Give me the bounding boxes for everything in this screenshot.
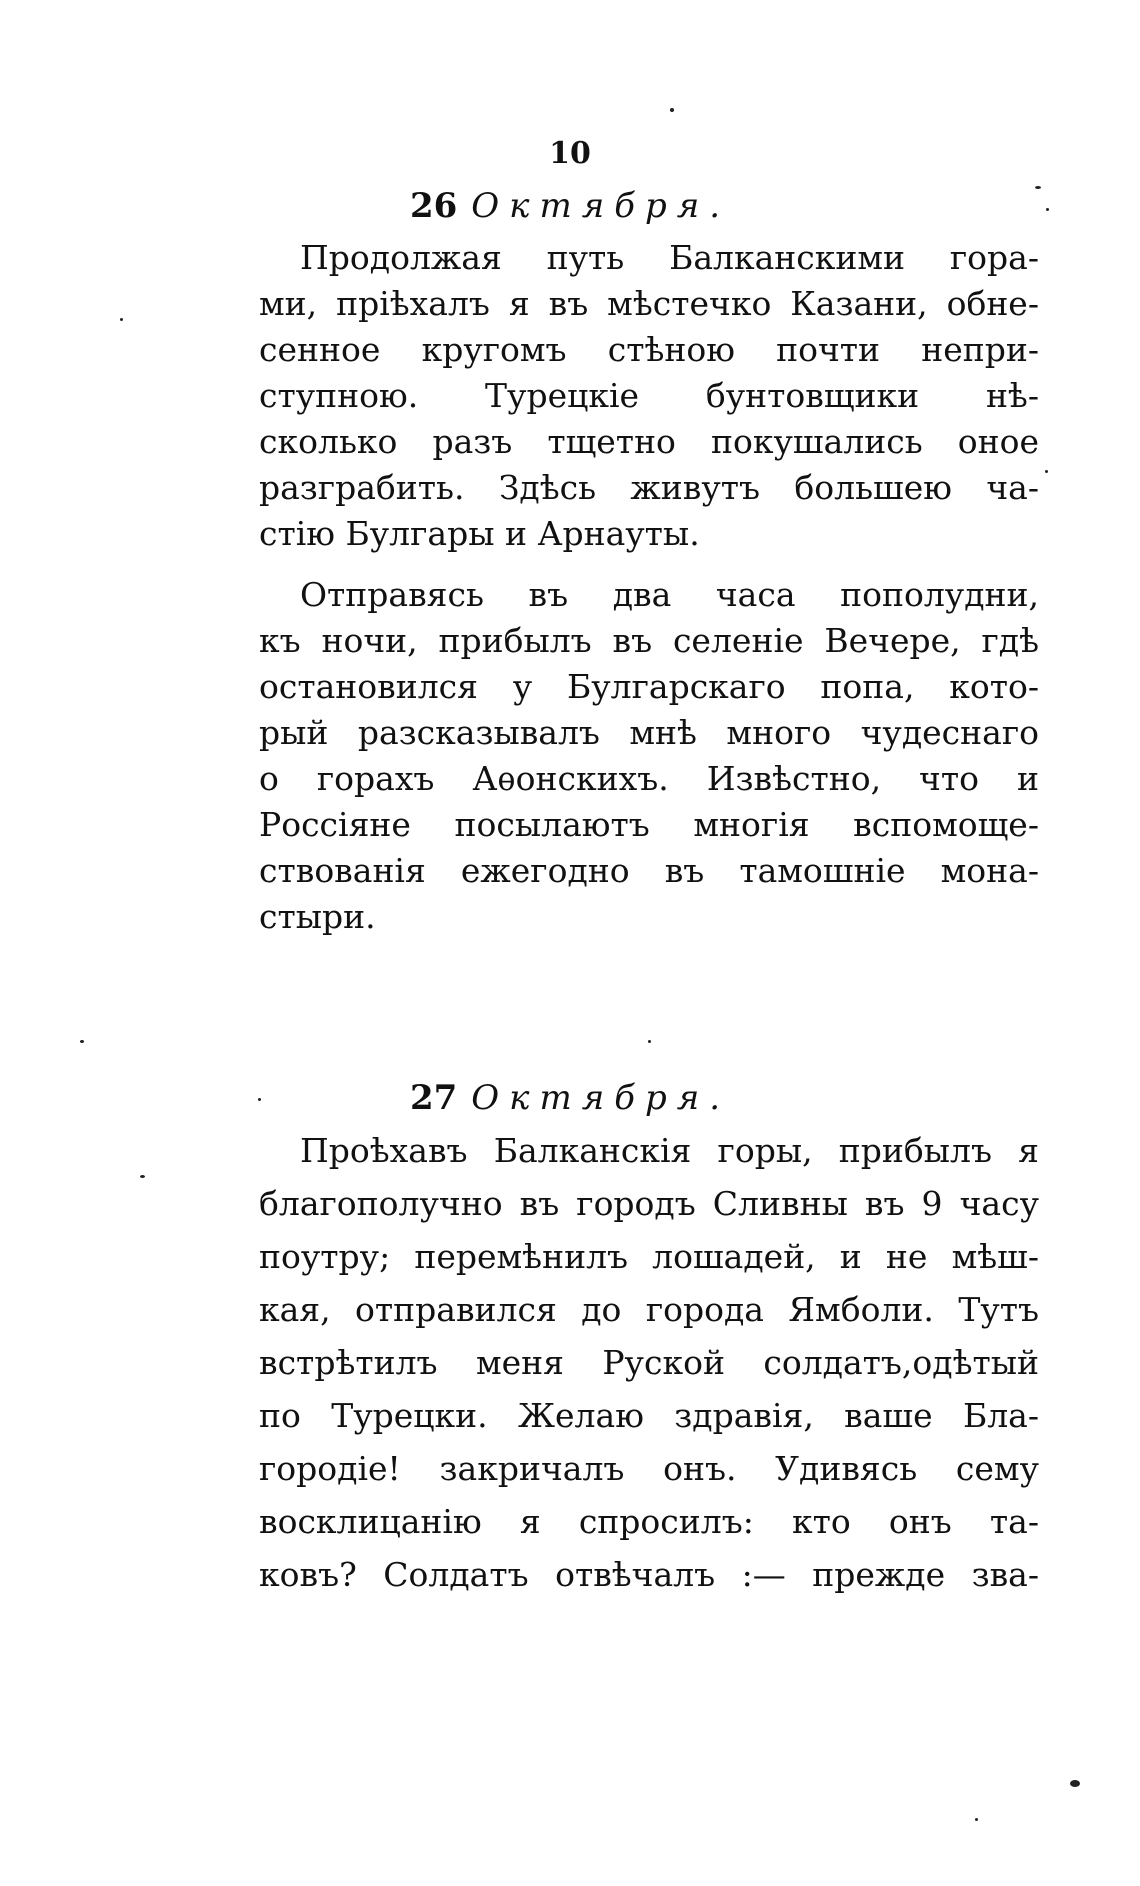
- text-line: ступною. Турецкіе бунтовщики нѣ-: [259, 376, 1039, 415]
- text-line: сколько разъ тщетно покушались оное: [259, 422, 1039, 461]
- scan-speck: [120, 318, 123, 321]
- text-line: Проѣхавъ Балканскія горы, прибылъ я: [300, 1131, 1039, 1170]
- scan-speck: [670, 108, 674, 112]
- text-line: встрѣтилъ меня Руской солдатъ,одѣтый: [259, 1343, 1039, 1382]
- text-line: по Турецки. Желаю здравія, ваше Бла-: [259, 1396, 1039, 1435]
- text-line: сенное кругомъ стѣною почти непри-: [259, 330, 1039, 369]
- date-month: Октября.: [471, 186, 731, 226]
- text-line: разграбить. Здѣсь живутъ большею ча-: [259, 468, 1039, 507]
- text-line: ствованія ежегодно въ тамошніе мона-: [259, 851, 1039, 890]
- text-line: Россіяне посылаютъ многія вспомоще-: [259, 805, 1039, 844]
- text-line: Продолжая путь Балканскими гора-: [300, 238, 1039, 277]
- scan-speck: [648, 1040, 651, 1043]
- text-line: Отправясь въ два часа пополудни,: [300, 575, 1039, 614]
- text-line: ми, пріѣхалъ я въ мѣстечко Казани, обне-: [259, 284, 1039, 323]
- scan-speck: [140, 1175, 145, 1178]
- text-line: городіе! закричалъ онъ. Удивясь сему: [259, 1449, 1039, 1488]
- text-line: о горахъ Аѳонскихъ. Извѣстно, что и: [259, 759, 1039, 798]
- scan-speck: [975, 1818, 978, 1821]
- scan-speck: [80, 1040, 84, 1043]
- scan-speck: [1070, 1780, 1080, 1787]
- text-line: остановился у Булгарскаго попа, кото-: [259, 667, 1039, 706]
- date-month: Октября.: [471, 1078, 731, 1118]
- text-line: благополучно въ городъ Сливны въ 9 часу: [259, 1184, 1039, 1223]
- text-line: къ ночи, прибылъ въ селеніе Вечере, гдѣ: [259, 621, 1039, 660]
- page-number: 10: [549, 136, 591, 171]
- text-line: кая, отправился до города Ямболи. Тутъ: [259, 1290, 1039, 1329]
- text-line: стыри.: [259, 897, 376, 936]
- date-day: 26: [409, 186, 458, 226]
- scan-speck: [1035, 186, 1041, 189]
- date-heading-october-27: [0, 1078, 1140, 1118]
- text-line: рый разсказывалъ мнѣ много чудеснаго: [259, 713, 1039, 752]
- text-line: стію Булгары и Арнауты.: [259, 514, 700, 553]
- scan-speck: [1045, 470, 1048, 473]
- text-line: ковъ? Солдатъ отвѣчалъ :— прежде зва-: [259, 1555, 1039, 1594]
- date-day: 27: [409, 1078, 458, 1118]
- scan-speck: [258, 1098, 261, 1101]
- date-heading-october-26: [0, 186, 1140, 226]
- text-line: восклицанію я спросилъ: кто онъ та-: [259, 1502, 1039, 1541]
- text-line: поутру; перемѣнилъ лошадей, и не мѣш-: [259, 1237, 1039, 1276]
- scan-speck: [1046, 208, 1049, 211]
